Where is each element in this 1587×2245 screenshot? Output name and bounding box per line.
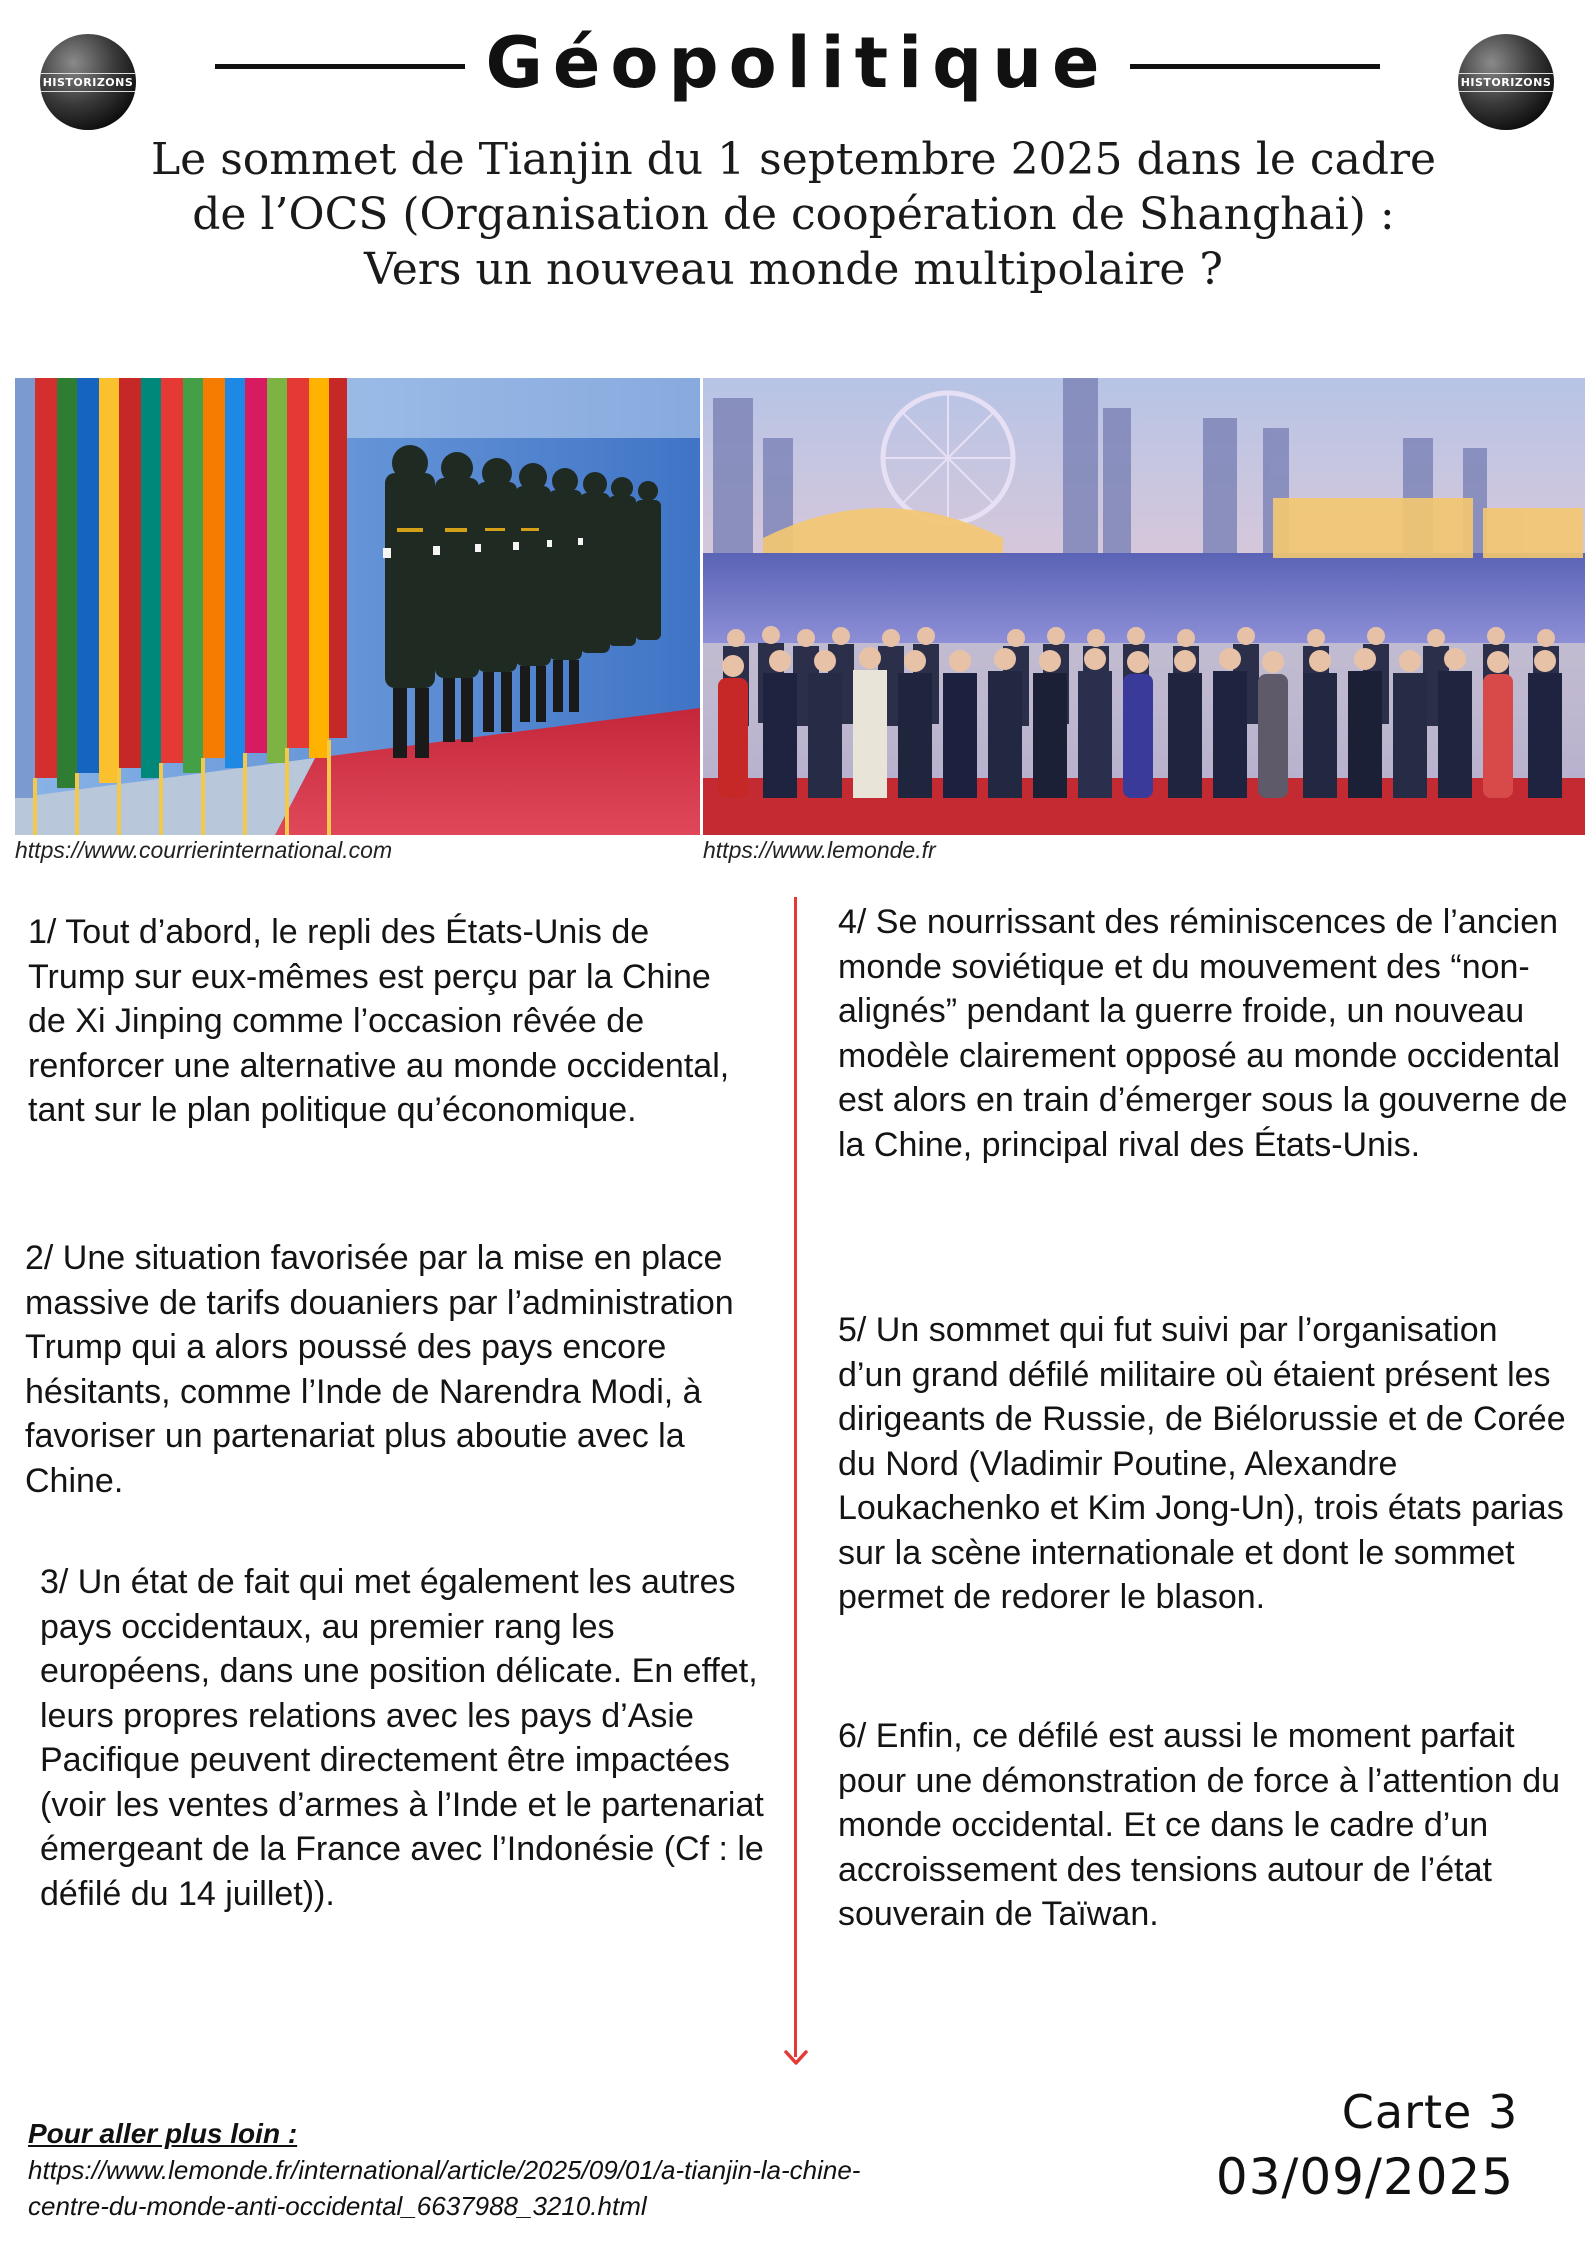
paragraph-6: 6/ Enfin, ce défilé est aussi le moment parfait pour une démonstration de force à l’attention du monde occidental. Et ce dans le cadre d’un accroissement des tensions autour de l’état souverain de Taïwan.: [838, 1717, 1561, 1933]
further-reading-link[interactable]: [28, 2152, 1108, 2224]
logo-text: HISTORIZONS: [41, 73, 136, 92]
card-number: Carte 3: [1341, 2085, 1519, 2139]
arrow-down-icon: [783, 2048, 809, 2068]
paragraph-1: 1/ Tout d’abord, le repli des États-Unis de Trump sur eux-mêmes est perçu par la Chine de Xi Jinping comme l’occasion rêvée de renforcer une alternative au monde occidental, tant sur le plan politique qu’économique.: [28, 913, 730, 1129]
logo-text: HISTORIZONS: [1459, 73, 1554, 92]
title-rule-left: [215, 64, 465, 69]
column-divider-arrow-line: [794, 897, 797, 2057]
publication-date: 03/09/2025: [1215, 2148, 1515, 2206]
honor-guard-photo: [15, 378, 700, 835]
left-photo-credit: https://www.courrierinternational.com: [15, 837, 393, 863]
paragraph-2: 2/ Une situation favorisée par la mise en place massive de tarifs douaniers par l’administration Trump qui a alors poussé des pays encore hésitants, comme l’Inde de Narendra Modi, à favoriser un partenariat plus aboutie avec la Chine.: [25, 1239, 734, 1500]
subtitle-line: Vers un nouveau monde multipolaire ?: [364, 244, 1223, 295]
summit-family-photo: [703, 378, 1585, 835]
further-reading-label: Pour aller plus loin :: [28, 2118, 298, 2149]
historizons-logo-right: [1458, 34, 1554, 130]
historizons-logo-left: [40, 34, 136, 130]
paragraph-4: 4/ Se nourrissant des réminiscences de l’ancien monde soviétique et du mouvement des “non-alignés” pendant la guerre froide, un nouveau modèle clairement opposé au monde occidental est alors en train d’émerger sous la gouverne de la Chine, principal rival des États-Unis.: [838, 903, 1568, 1164]
title-rule-right: [1130, 64, 1380, 69]
subtitle-line: Le sommet de Tianjin du 1 septembre 2025 dans le cadre: [150, 134, 1437, 185]
paragraph-5: 5/ Un sommet qui fut suivi par l’organisation d’un grand défilé militaire où étaient présent les dirigeants de Russie, de Biélorussie et de Corée du Nord (Vladimir Poutine, Alexandre Loukachenko et Kim Jong-Un), trois états parias sur la scène internationale et dont le sommet permet de redorer le blason.: [838, 1311, 1566, 1616]
link-line: https://www.lemonde.fr/international/article/2025/09/01/a-tianjin-la-chine-: [28, 2155, 861, 2185]
paragraph-3: 3/ Un état de fait qui met également les autres pays occidentaux, au premier rang les européens, dans une position délicate. En effet, leurs propres relations avec les pays d’Asie Pacifique peuvent directement être impactées (voir les ventes d’armes à l’Inde et le partenariat émergeant de la France avec l’Indonésie (Cf : le défilé du 14 juillet)).: [40, 1563, 764, 1913]
right-photo-credit: https://www.lemonde.fr: [703, 837, 936, 863]
link-line: centre-du-monde-anti-occidental_6637988_3210.html: [28, 2191, 647, 2221]
page-subtitle: [100, 132, 1487, 297]
subtitle-line: de l’OCS (Organisation de coopération de Shanghai) :: [192, 189, 1395, 240]
page-title: Géopolitique: [485, 22, 1110, 104]
